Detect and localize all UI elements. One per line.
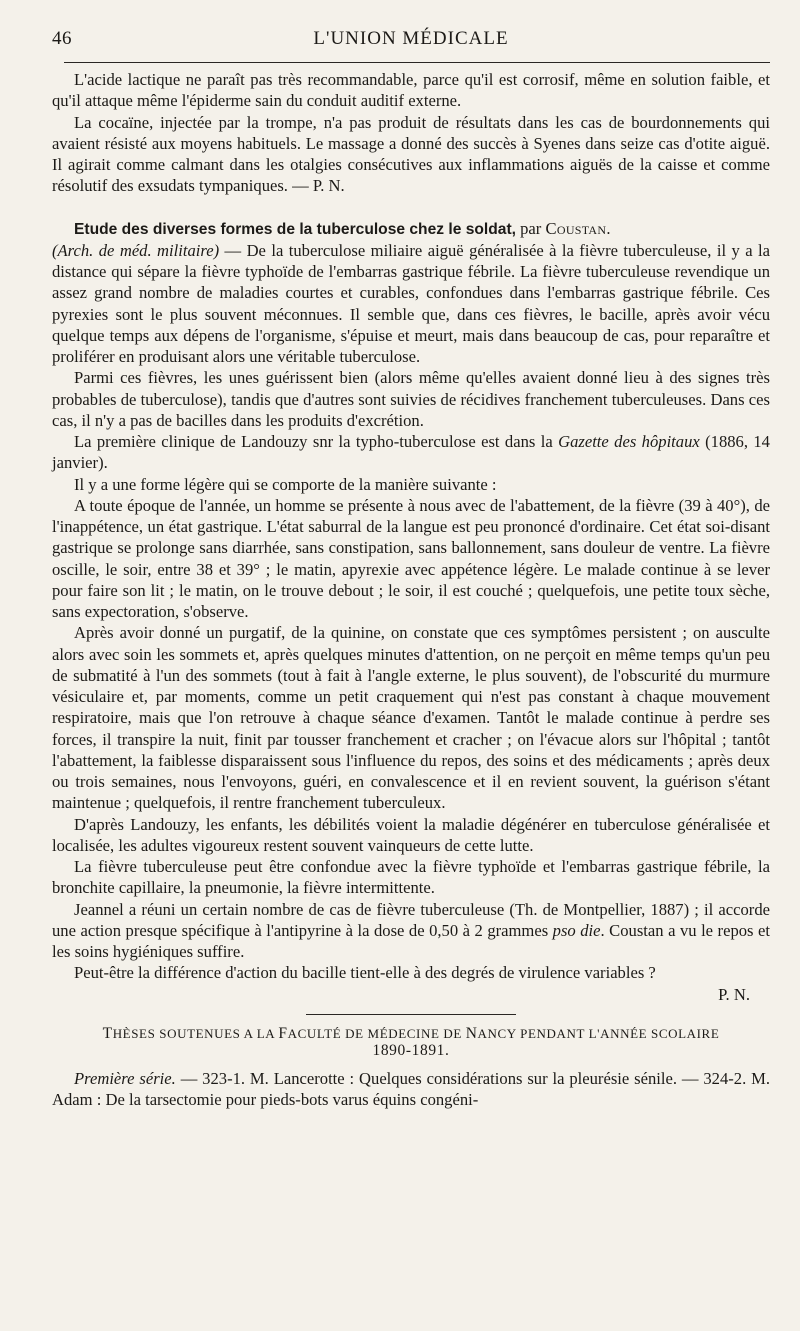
series-label: Première série. bbox=[74, 1068, 176, 1088]
paragraph: D'après Landouzy, les enfants, les débilités voient la maladie dégénérer en tuberculose généralisée et localisée, les adultes vigoureux restent souvent vainqueurs de cette lutte. bbox=[52, 814, 770, 855]
article-heading bbox=[52, 218, 770, 240]
section-divider bbox=[306, 1014, 516, 1015]
paragraph: La cocaïne, injectée par la trompe, n'a pas produit de résultats dans les cas de bourdonnements qui avaient résisté aux moyens habituels. Le massage a donné des succès à Syenes dans seize cas d'otite aiguë. Il agirait comme calmant dans les otalgies consécutives aux inflammations aiguës de la caisse et comme résolutif des exsudats tympaniques. — P. N. bbox=[52, 112, 770, 196]
paragraph: Il y a une forme légère qui se comporte de la manière suivante : bbox=[74, 474, 497, 494]
page-number: 46 bbox=[52, 28, 72, 49]
article-body bbox=[52, 69, 770, 1005]
signature: P. N. bbox=[718, 984, 750, 1004]
paragraph: Peut-être la différence d'action du bacille tient-elle à des degrés de virulence variables ? bbox=[74, 963, 656, 983]
journal-reference: Gazette des hôpitaux bbox=[558, 432, 700, 451]
paragraph-text: . Coustan a vu le repos et les soins hygiéniques suffire. bbox=[52, 920, 770, 961]
article-source: (Arch. de méd. militaire) bbox=[52, 240, 220, 260]
paragraph: Parmi ces fièvres, les unes guérissent bien (alors même qu'elles avaient donné lieu à des signes très probables de tuberculose), tandis que d'autres sont suivies de récidives franchement tuberculeuses. Dans ces cas, il n'y a pas de bacilles dans les produits d'excrétion. bbox=[52, 368, 770, 430]
article-title: Etude des diverses formes de la tuberculose chez le soldat, bbox=[74, 220, 516, 238]
byline-connector: par bbox=[515, 218, 546, 238]
paragraph-text: (1886, 14 janvier). bbox=[52, 432, 770, 473]
paragraph bbox=[52, 240, 770, 368]
article-author: Coustan. bbox=[545, 218, 611, 238]
paragraph bbox=[52, 431, 770, 474]
paragraph-text: Jeannel a réuni un certain nombre de cas de fièvre tuberculeuse (Th. de Montpellier, 1887) ; il accorde une action presque spécifique à l'antipyrine à la dose de 0,50 à 2 grammes bbox=[52, 899, 770, 940]
paragraph: L'acide lactique ne paraît pas très recommandable, parce qu'il est corrosif, même en solution faible, et qu'il attaque même l'épiderme sain du conduit auditif externe. bbox=[52, 70, 770, 111]
paragraph: Après avoir donné un purgatif, de la quinine, on constate que ces symptômes persistent ; on ausculte alors avec soin les sommets et, après quelques minutes d'attention, on ne perçoit en même temps qu'un peu de submatité à l'un des sommets (tout à fait à l'angle externe, le plus souvent), de l'obscurité du murmure vésiculaire et, par moments, comme un petit craquement qui n'est pas constant à chaque mouvement respiratoire, mais que l'on retrouve à chaque séance d'examen. Tantôt le malade continue à perdre ses forces, il transpire la nuit, finit par tousser franchement et cracher ; on l'évacue alors sur l'hôpital ; tantôt l'abattement, la faiblesse disparaissent sous l'influence du repos, des soins et des médicaments ; après deux ou trois semaines, nous l'envoyons, guéri, en convalescence et il en revient souvent, la guérison s'étant maintenue ; quelquefois, il rentre franchement tuberculeux. bbox=[52, 623, 770, 813]
paragraph: A toute époque de l'année, un homme se présente à nous avec de l'abattement, de la fièvre (39 à 40°), de l'inappétence, un état gastrique. L'état saburral de la langue est peu prononcé d'ordinaire. Cet état soi-disant gastrique se prolonge sans diarrhée, sans constipation, sans ballonnement, sans douleur de ventre. La fièvre oscille, le soir, entre 38 et 39° ; le matin, apyrexie avec appétence légère. Le malade continue à se lever pour faire son lit ; le matin, on le trouve debout ; le soir, il est couché ; quelquefois, une petite toux sèche, sans expectoration, s'observe. bbox=[52, 495, 770, 621]
header-rule bbox=[64, 62, 770, 63]
theses-years: 1890-1891. bbox=[372, 1041, 450, 1059]
theses-list bbox=[52, 1068, 770, 1111]
theses-entries bbox=[52, 1068, 770, 1111]
paragraph: La fièvre tuberculeuse peut être confondue avec la fièvre typhoïde et l'embarras gastrique fébrile, la bronchite capillaire, la pneumonie, la fièvre intermittente. bbox=[52, 857, 770, 898]
paragraph-text: La première clinique de Landouzy snr la typho-tuberculose est dans la bbox=[74, 432, 559, 451]
theses-entries-text: — 323-1. M. Lancerotte : Quelques considérations sur la pleurésie sénile. — 324-2. M. Adam : De la tarsectomie pour pieds-bots varus équins congéni- bbox=[52, 1068, 771, 1109]
paragraph-text: — De la tuberculose miliaire aiguë généralisée à la fièvre tuberculeuse, il y a la distance qui sépare la fièvre typhoïde de l'embarras gastrique fébrile. La fièvre tuberculeuse revendique un assez grand nombre de maladies courtes et curables, confondues dans l'embarras gastrique fébrile. Ces pyrexies sont le plus souvent méconnues. Il semble que, dans ces fièvres, le bacille, après avoir vécu quelque temps aux dépens de l'organisme, s'épuise et meurt, mais dans beaucoup de cas, pour reparaître et proliférer en produisant alors une véritable tuberculose. bbox=[52, 240, 770, 366]
theses-heading: THÈSES SOUTENUES A LA FACULTÉ DE MÉDECINE DE NANCY PENDANT L'ANNÉE SCOLAIRE bbox=[102, 1024, 720, 1042]
paragraph bbox=[52, 899, 770, 963]
latin-term: pso die bbox=[552, 920, 601, 940]
journal-title: L'UNION MÉDICALE bbox=[313, 28, 509, 49]
running-head bbox=[52, 28, 770, 56]
